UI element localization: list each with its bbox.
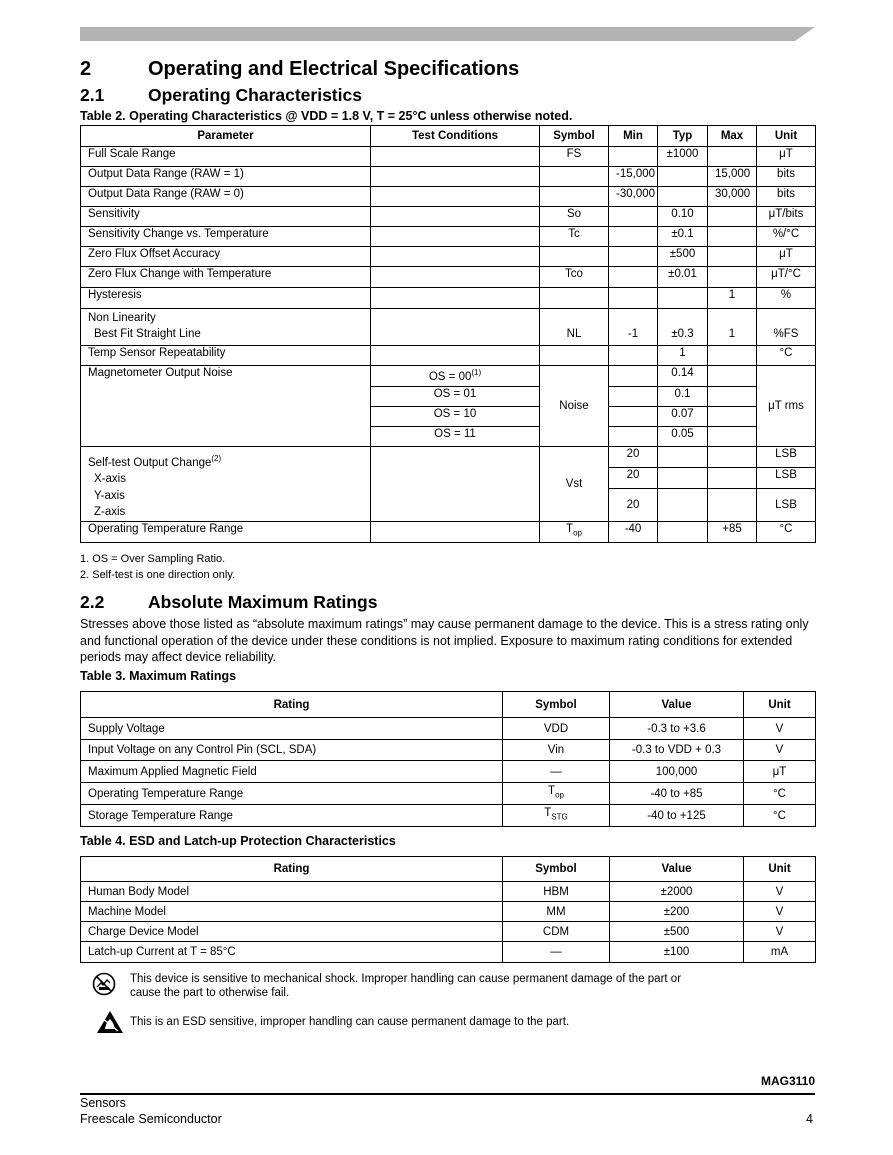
table-cell: ±0.1 xyxy=(658,227,708,247)
table-cell: °C xyxy=(757,521,816,542)
table-cell: -30,000 xyxy=(609,187,658,207)
table-cell: V xyxy=(744,740,816,761)
table3-caption: Table 3. Maximum Ratings xyxy=(80,669,237,683)
table-cell: Operating Temperature Range xyxy=(81,521,371,542)
table-cell: Latch-up Current at T = 85°C xyxy=(81,942,503,963)
table-cell: 0.07 xyxy=(658,407,708,427)
table-row xyxy=(81,187,816,207)
footnote-ref: (2) xyxy=(211,454,222,463)
header-cell: Typ xyxy=(658,126,708,147)
table-cell: 20 xyxy=(609,447,658,468)
nonlinearity-label: Non Linearity xyxy=(88,312,156,324)
table-cell: CDM xyxy=(503,922,610,942)
table-cell: Supply Voltage xyxy=(81,718,503,740)
table-cell: VDD xyxy=(503,718,610,740)
table-cell: ±0.01 xyxy=(658,267,708,288)
table-cell xyxy=(708,407,757,427)
table-cell xyxy=(540,247,609,267)
table-cell: Zero Flux Change with Temperature xyxy=(81,267,371,288)
footer-rule xyxy=(80,1093,815,1095)
mechanical-shock-warning xyxy=(130,972,730,1000)
table-footnotes xyxy=(80,551,235,583)
table-cell xyxy=(609,387,658,407)
table-cell xyxy=(609,207,658,227)
subsection-heading-2-1: 2.1 Operating Characteristics xyxy=(80,85,362,105)
table-cell: -0.3 to VDD + 0.3 xyxy=(610,740,744,761)
table-cell: OS = 10 xyxy=(371,407,540,427)
table-cell: ±500 xyxy=(658,247,708,267)
table-cell: Hysteresis xyxy=(81,288,371,309)
table-cell xyxy=(609,247,658,267)
table-header-row xyxy=(81,857,816,882)
table-cell xyxy=(540,521,609,542)
table-cell: LSB xyxy=(757,447,816,468)
table-cell: ±1000 xyxy=(658,147,708,167)
esd-warning-icon xyxy=(96,1010,124,1034)
table-cell xyxy=(609,427,658,447)
table-cell: Sensitivity xyxy=(81,207,371,227)
table-cell: Storage Temperature Range xyxy=(81,805,503,827)
table-cell xyxy=(371,521,540,542)
table-cell: — xyxy=(503,761,610,783)
table-cell: μT xyxy=(757,247,816,267)
header-bar xyxy=(80,27,815,41)
table-row xyxy=(81,207,816,227)
table-cell: ±200 xyxy=(610,902,744,922)
header-cell: Value xyxy=(610,692,744,718)
header-cell: Parameter xyxy=(81,126,371,147)
nonlinearity-sublabel: Best Fit Straight Line xyxy=(94,328,201,340)
table-cell: °C xyxy=(744,783,816,805)
table-cell xyxy=(371,167,540,187)
table-cell xyxy=(609,227,658,247)
table-cell: NL xyxy=(540,309,609,346)
table-cell xyxy=(371,187,540,207)
table-row xyxy=(81,805,816,827)
footnote-ref: (1) xyxy=(471,368,482,377)
table-cell: 0.05 xyxy=(658,427,708,447)
noise-condition: OS = 00 xyxy=(428,370,472,383)
header-cell: Symbol xyxy=(503,692,610,718)
table-cell xyxy=(708,427,757,447)
table-cell: Magnetometer Output Noise xyxy=(81,366,371,447)
table-cell: Tco xyxy=(540,267,609,288)
table-cell: -0.3 to +3.6 xyxy=(610,718,744,740)
selftest-axis-x: X-axis xyxy=(94,473,126,486)
table-row xyxy=(81,147,816,167)
table-row-nonlinearity xyxy=(81,309,816,346)
table-cell: 15,000 xyxy=(708,167,757,187)
table-cell xyxy=(609,288,658,309)
table-cell xyxy=(609,407,658,427)
operating-characteristics-table xyxy=(80,125,816,543)
table-cell: HBM xyxy=(503,882,610,902)
mechanical-shock-icon xyxy=(92,972,116,996)
table-cell: 1 xyxy=(708,288,757,309)
table-cell xyxy=(658,521,708,542)
table-cell: μT xyxy=(757,147,816,167)
table-cell xyxy=(371,267,540,288)
table-header-row xyxy=(81,126,816,147)
footer-category: Sensors xyxy=(80,1096,126,1110)
table-cell: — xyxy=(503,942,610,963)
shock-warning-line1: This device is sensitive to mechanical shock. Improper handling can cause permanent damage of the part or xyxy=(130,973,682,985)
table-row xyxy=(81,882,816,902)
table-cell: Output Data Range (RAW = 1) xyxy=(81,167,371,187)
selftest-axis-z: Z-axis xyxy=(94,506,126,519)
table-cell xyxy=(708,227,757,247)
table-cell: -1 xyxy=(609,309,658,346)
table-cell: -40 to +125 xyxy=(610,805,744,827)
table-cell xyxy=(708,467,757,489)
table-cell: 100,000 xyxy=(610,761,744,783)
table-cell: %/°C xyxy=(757,227,816,247)
table-cell: Noise xyxy=(540,366,609,447)
header-cell: Rating xyxy=(81,692,503,718)
table-row xyxy=(81,227,816,247)
header-cell: Value xyxy=(610,857,744,882)
table-cell: Input Voltage on any Control Pin (SCL, SDA) xyxy=(81,740,503,761)
table-row xyxy=(81,922,816,942)
table-cell: So xyxy=(540,207,609,227)
page-number: 4 xyxy=(806,1112,813,1126)
table-cell: ±2000 xyxy=(610,882,744,902)
section-heading: 2 Operating and Electrical Specifications xyxy=(80,58,520,80)
symbol-main: T xyxy=(548,785,556,798)
header-cell: Symbol xyxy=(540,126,609,147)
table-cell xyxy=(371,366,540,387)
table-cell xyxy=(609,267,658,288)
table-cell xyxy=(658,167,708,187)
table-cell xyxy=(371,288,540,309)
subsection-heading-2-2: 2.2 Absolute Maximum Ratings xyxy=(80,592,378,612)
table-cell xyxy=(371,346,540,366)
table-cell: °C xyxy=(744,805,816,827)
table-cell: Full Scale Range xyxy=(81,147,371,167)
table-cell: +85 xyxy=(708,521,757,542)
table-cell xyxy=(371,147,540,167)
table-cell xyxy=(371,227,540,247)
selftest-label: Self-test Output Change xyxy=(88,456,212,469)
maximum-ratings-table xyxy=(80,691,816,827)
table-cell xyxy=(658,489,708,522)
footnote-2: 2. Self-test is one direction only. xyxy=(80,569,236,581)
table-cell: ±0.3 xyxy=(658,309,708,346)
table-cell: Vst xyxy=(540,447,609,522)
table-cell xyxy=(609,366,658,387)
table-cell: ±100 xyxy=(610,942,744,963)
table-cell: bits xyxy=(757,187,816,207)
table-cell xyxy=(708,147,757,167)
table-cell: 20 xyxy=(609,489,658,522)
table-cell: Tc xyxy=(540,227,609,247)
table-cell: V xyxy=(744,902,816,922)
table-cell: LSB xyxy=(757,467,816,489)
table-cell xyxy=(371,247,540,267)
table-cell: μT/°C xyxy=(757,267,816,288)
table-cell: Vin xyxy=(503,740,610,761)
table-cell: bits xyxy=(757,167,816,187)
table-cell xyxy=(708,267,757,288)
table-cell: V xyxy=(744,922,816,942)
table-cell xyxy=(658,187,708,207)
table-cell: Machine Model xyxy=(81,902,503,922)
table-cell: 1 xyxy=(708,309,757,346)
table-cell: OS = 01 xyxy=(371,387,540,407)
header-cell: Unit xyxy=(744,857,816,882)
symbol-sub: op xyxy=(573,528,582,538)
table-cell: 30,000 xyxy=(708,187,757,207)
table-cell: 0.10 xyxy=(658,207,708,227)
table-cell xyxy=(658,288,708,309)
table-cell xyxy=(609,147,658,167)
table-cell: 20 xyxy=(609,467,658,489)
table-cell xyxy=(540,288,609,309)
table-cell: -40 xyxy=(609,521,658,542)
table-cell xyxy=(708,207,757,227)
shock-warning-line2: cause the part to otherwise fail. xyxy=(130,987,290,999)
table-cell: Human Body Model xyxy=(81,882,503,902)
table-cell: μT xyxy=(744,761,816,783)
table-row xyxy=(81,942,816,963)
table-cell: -15,000 xyxy=(609,167,658,187)
table-cell xyxy=(708,387,757,407)
table4-caption: Table 4. ESD and Latch-up Protection Characteristics xyxy=(80,834,396,848)
table-cell xyxy=(658,467,708,489)
table-cell xyxy=(540,187,609,207)
table-cell: μT rms xyxy=(757,366,816,447)
symbol-sub: op xyxy=(555,790,564,800)
table-row xyxy=(81,267,816,288)
table-cell: °C xyxy=(757,346,816,366)
table-cell: Zero Flux Offset Accuracy xyxy=(81,247,371,267)
table-cell: 0.1 xyxy=(658,387,708,407)
table-cell: Operating Temperature Range xyxy=(81,783,503,805)
table-row xyxy=(81,761,816,783)
footer-company: Freescale Semiconductor xyxy=(80,1112,222,1126)
table-row-noise xyxy=(81,366,816,387)
table-cell: % xyxy=(757,288,816,309)
table-cell xyxy=(708,247,757,267)
table-cell: MM xyxy=(503,902,610,922)
table-cell: Charge Device Model xyxy=(81,922,503,942)
header-cell: Test Conditions xyxy=(371,126,540,147)
table-cell: V xyxy=(744,882,816,902)
table-header-row xyxy=(81,692,816,718)
table-cell: %FS xyxy=(757,309,816,346)
footnote-1: 1. OS = Over Sampling Ratio. xyxy=(80,553,226,565)
header-cell: Symbol xyxy=(503,857,610,882)
table-cell: 0.14 xyxy=(658,366,708,387)
table-row xyxy=(81,783,816,805)
table-cell: -40 to +85 xyxy=(610,783,744,805)
table2-caption: Table 2. Operating Characteristics @ VDD = 1.8 V, T = 25°C unless otherwise noted. xyxy=(80,109,573,123)
table-cell: Temp Sensor Repeatability xyxy=(81,346,371,366)
symbol-sub: STG xyxy=(551,812,568,822)
symbol-main: T xyxy=(544,807,552,820)
table-cell xyxy=(503,805,610,827)
table-cell xyxy=(708,366,757,387)
table-cell xyxy=(708,346,757,366)
selftest-axis-y: Y-axis xyxy=(94,489,125,502)
table-cell: Sensitivity Change vs. Temperature xyxy=(81,227,371,247)
header-cell: Max xyxy=(708,126,757,147)
table-cell xyxy=(81,447,371,522)
table-row-temp-repeatability xyxy=(81,346,816,366)
table-cell: OS = 11 xyxy=(371,427,540,447)
table-row xyxy=(81,288,816,309)
table-row-selftest xyxy=(81,447,816,468)
table-cell: FS xyxy=(540,147,609,167)
table-cell xyxy=(540,346,609,366)
esd-warning-text: This is an ESD sensitive, improper handling can cause permanent damage to the part. xyxy=(130,1016,570,1028)
header-cell: Rating xyxy=(81,857,503,882)
part-number: MAG3110 xyxy=(760,1074,815,1088)
table-cell xyxy=(708,447,757,468)
table-row xyxy=(81,902,816,922)
table-cell xyxy=(708,489,757,522)
table-cell xyxy=(371,207,540,227)
table-cell xyxy=(540,167,609,187)
table-row xyxy=(81,718,816,740)
table-cell xyxy=(609,346,658,366)
header-cell: Unit xyxy=(744,692,816,718)
table-cell: LSB xyxy=(757,489,816,522)
esd-latchup-table xyxy=(80,856,816,963)
table-cell: mA xyxy=(744,942,816,963)
table-cell: μT/bits xyxy=(757,207,816,227)
header-cell: Unit xyxy=(757,126,816,147)
table-cell xyxy=(371,309,540,346)
table-cell xyxy=(81,309,371,346)
header-cell: Min xyxy=(609,126,658,147)
ratings-paragraph: Stresses above those listed as “absolute maximum ratings” may cause permanent damage to the device. This is a stress rating only and functional operation of the device under these conditions is not implied. Exposure to maximum rating conditions for extended periods may affect device reliability. xyxy=(80,617,809,664)
table-cell xyxy=(503,783,610,805)
table-cell: V xyxy=(744,718,816,740)
symbol-main: T xyxy=(566,522,574,535)
table-row-op-temp xyxy=(81,521,816,542)
table-row xyxy=(81,247,816,267)
table-cell: ±500 xyxy=(610,922,744,942)
table-row xyxy=(81,167,816,187)
table-cell xyxy=(371,447,540,522)
table-row xyxy=(81,740,816,761)
table-cell: Maximum Applied Magnetic Field xyxy=(81,761,503,783)
table-cell xyxy=(658,447,708,468)
table-cell: Output Data Range (RAW = 0) xyxy=(81,187,371,207)
table-cell: 1 xyxy=(658,346,708,366)
